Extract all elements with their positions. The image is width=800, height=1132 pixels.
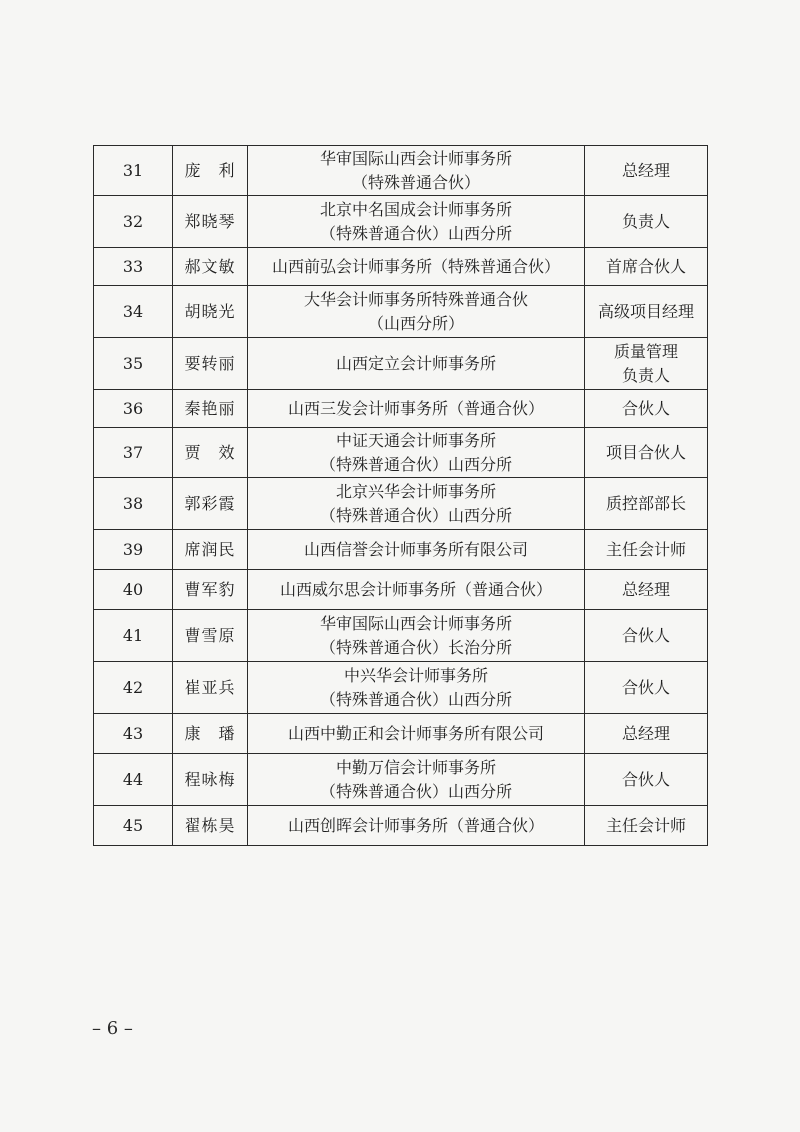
job-title: [585, 754, 708, 806]
row-number: 43: [94, 714, 173, 754]
roster-table: [93, 145, 708, 846]
row-number: 44: [94, 754, 173, 806]
table-row: [94, 806, 708, 846]
firm-name-line: （特殊普通合伙）山西分所: [319, 505, 512, 525]
table-row: [94, 662, 708, 714]
person-name: 要转丽: [173, 338, 248, 390]
job-title: [585, 530, 708, 570]
job-title: [585, 338, 708, 390]
person-name: 郭彩霞: [173, 478, 248, 530]
firm-name: [248, 248, 585, 286]
table-row: [94, 286, 708, 338]
person-name: 郝文敏: [173, 248, 248, 286]
row-number: 35: [94, 338, 173, 390]
table-row: [94, 146, 708, 196]
job-title: [585, 610, 708, 662]
firm-name-line: （特殊普通合伙）长治分所: [319, 637, 512, 657]
job-title: [585, 428, 708, 478]
firm-name: [248, 286, 585, 338]
table-row: [94, 530, 708, 570]
row-number: 33: [94, 248, 173, 286]
person-name: 郑晓琴: [173, 196, 248, 248]
page-number: – 6 –: [92, 1018, 133, 1039]
table-row: [94, 196, 708, 248]
firm-name-line: 大华会计师事务所特殊普通合伙: [303, 289, 528, 309]
firm-name-line: 山西前弘会计师事务所（特殊普通合伙）: [271, 256, 560, 276]
table-row: [94, 428, 708, 478]
job-title: [585, 478, 708, 530]
person-name: 贾 效: [173, 428, 248, 478]
firm-name-line: 中勤万信会计师事务所: [335, 757, 496, 777]
firm-name-line: 山西创晖会计师事务所（普通合伙）: [287, 815, 544, 835]
job-title-line: 主任会计师: [605, 539, 686, 559]
job-title-line: 合伙人: [621, 625, 670, 645]
firm-name: [248, 530, 585, 570]
table-row: [94, 478, 708, 530]
firm-name: [248, 338, 585, 390]
job-title: [585, 714, 708, 754]
firm-name-line: 华审国际山西会计师事务所: [319, 613, 512, 633]
roster-body: [94, 146, 708, 846]
firm-name: [248, 428, 585, 478]
job-title-line: 高级项目经理: [597, 301, 694, 321]
table-row: [94, 754, 708, 806]
firm-name: [248, 570, 585, 610]
firm-name: [248, 146, 585, 196]
person-name: 庞 利: [173, 146, 248, 196]
person-name: 曹军豹: [173, 570, 248, 610]
row-number: 38: [94, 478, 173, 530]
table-row: [94, 610, 708, 662]
table-row: [94, 338, 708, 390]
firm-name-line: 山西中勤正和会计师事务所有限公司: [287, 723, 544, 743]
firm-name: [248, 806, 585, 846]
firm-name: [248, 478, 585, 530]
firm-name-line: 山西定立会计师事务所: [335, 353, 496, 373]
table-row: [94, 714, 708, 754]
firm-name-line: 北京兴华会计师事务所: [335, 481, 496, 501]
row-number: 36: [94, 390, 173, 428]
job-title-line: 总经理: [621, 723, 670, 743]
firm-name-line: （特殊普通合伙）山西分所: [319, 781, 512, 801]
job-title-line: 项目合伙人: [605, 442, 686, 462]
job-title: [585, 662, 708, 714]
firm-name-line: （山西分所）: [367, 313, 464, 333]
firm-name: [248, 196, 585, 248]
row-number: 31: [94, 146, 173, 196]
firm-name-line: （特殊普通合伙）山西分所: [319, 689, 512, 709]
job-title-line: 首席合伙人: [605, 256, 686, 276]
firm-name-line: （特殊普通合伙）山西分所: [319, 454, 512, 474]
firm-name-line: 中兴华会计师事务所: [343, 665, 488, 685]
job-title-line: 质量管理: [613, 341, 678, 361]
firm-name: [248, 754, 585, 806]
row-number: 41: [94, 610, 173, 662]
job-title-line: 合伙人: [621, 769, 670, 789]
job-title: [585, 248, 708, 286]
person-name: 席润民: [173, 530, 248, 570]
firm-name: [248, 714, 585, 754]
person-name: 翟栋昊: [173, 806, 248, 846]
table-row: [94, 248, 708, 286]
row-number: 42: [94, 662, 173, 714]
person-name: 程咏梅: [173, 754, 248, 806]
job-title-line: 总经理: [621, 160, 670, 180]
job-title-line: 负责人: [621, 365, 670, 385]
job-title: [585, 196, 708, 248]
firm-name-line: （特殊普通合伙）: [351, 172, 480, 192]
person-name: 胡晓光: [173, 286, 248, 338]
job-title-line: 负责人: [621, 211, 670, 231]
job-title: [585, 146, 708, 196]
job-title: [585, 390, 708, 428]
firm-name: [248, 390, 585, 428]
job-title-line: 合伙人: [621, 398, 670, 418]
job-title-line: 总经理: [621, 579, 670, 599]
row-number: 34: [94, 286, 173, 338]
person-name: 秦艳丽: [173, 390, 248, 428]
job-title-line: 质控部部长: [605, 493, 686, 513]
job-title: [585, 286, 708, 338]
row-number: 40: [94, 570, 173, 610]
person-name: 曹雪原: [173, 610, 248, 662]
row-number: 32: [94, 196, 173, 248]
job-title: [585, 806, 708, 846]
firm-name-line: 山西三发会计师事务所（普通合伙）: [287, 398, 544, 418]
table-row: [94, 570, 708, 610]
firm-name-line: 山西威尔思会计师事务所（普通合伙）: [279, 579, 552, 599]
job-title: [585, 570, 708, 610]
firm-name-line: 中证天通会计师事务所: [335, 430, 496, 450]
job-title-line: 合伙人: [621, 677, 670, 697]
person-name: 崔亚兵: [173, 662, 248, 714]
firm-name-line: 华审国际山西会计师事务所: [319, 148, 512, 168]
job-title-line: 主任会计师: [605, 815, 686, 835]
row-number: 39: [94, 530, 173, 570]
person-name: 康 璠: [173, 714, 248, 754]
row-number: 37: [94, 428, 173, 478]
firm-name-line: 北京中名国成会计师事务所: [319, 199, 512, 219]
firm-name-line: （特殊普通合伙）山西分所: [319, 223, 512, 243]
firm-name-line: 山西信誉会计师事务所有限公司: [303, 539, 528, 559]
row-number: 45: [94, 806, 173, 846]
firm-name: [248, 610, 585, 662]
table-row: [94, 390, 708, 428]
firm-name: [248, 662, 585, 714]
